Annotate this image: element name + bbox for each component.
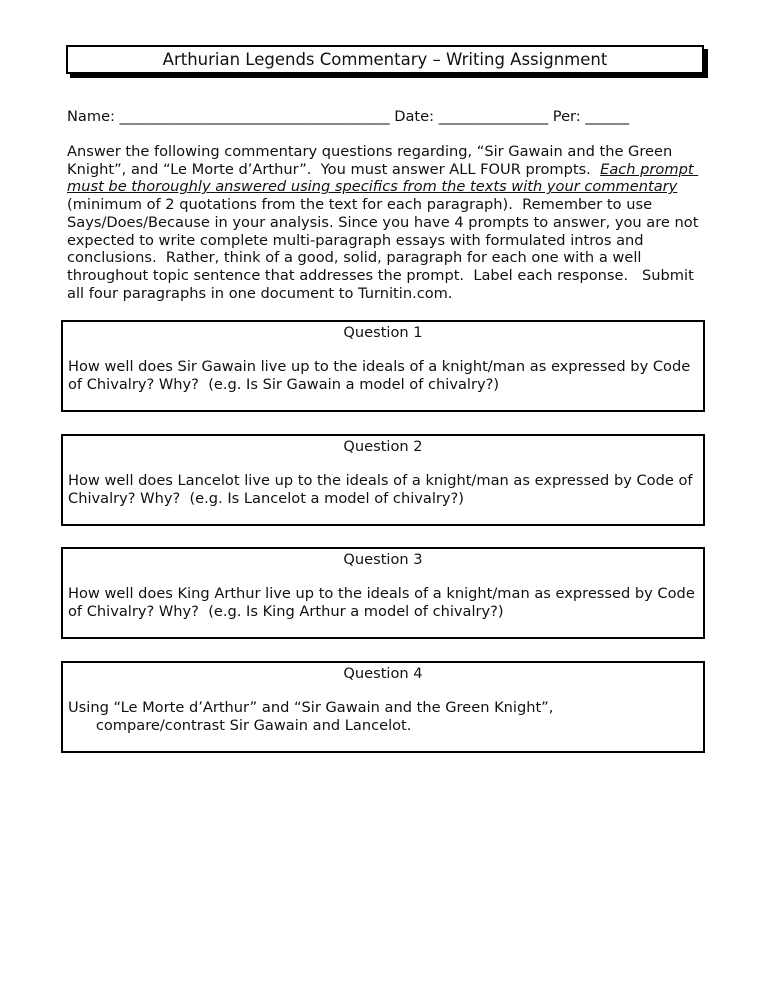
question-4-prompt: Using “Le Morte d’Arthur” and “Sir Gawain and the Green Knight”, compare/contrast Sir Gawain and Lancelot. bbox=[68, 699, 554, 734]
question-box-2 bbox=[61, 434, 705, 526]
date-label: Date: bbox=[394, 108, 435, 125]
question-2-prompt: How well does Lancelot live up to the ideals of a knight/man as expressed by Code of Chivalry? Why? (e.g. Is Lancelot a model of chivalry?) bbox=[68, 472, 698, 507]
question-1-label: Question 1 bbox=[343, 324, 423, 341]
period-label: Per: bbox=[552, 108, 581, 125]
question-4-label: Question 4 bbox=[343, 665, 423, 682]
question-3-label: Question 3 bbox=[343, 551, 423, 568]
name-field[interactable]: _____________________________________ bbox=[119, 108, 390, 125]
question-box-4 bbox=[61, 661, 705, 753]
instructions-details: (minimum of 2 quotations from the text for each paragraph). Remember to use Says/Does/Because in your analysis. Since you have 4 prompts to answer, you are not expected to write complete multi-paragraph essays with formulated intros and conclusions. Rather, think of a good, solid, paragraph for each one with a well throughout topic sentence that addresses the prompt. Label each response. Submit all four paragraphs in one document to Turnitin.com. bbox=[67, 178, 704, 302]
question-box-1 bbox=[61, 320, 705, 412]
instructions-intro: Answer the following commentary questions regarding, “Sir Gawain and the Green Knight”, and “Le Morte d’Arthur”. You must answer ALL FOUR prompts. bbox=[67, 143, 677, 178]
instructions-emphasis: Each prompt must be thoroughly answered using specifics from the texts with your commentary bbox=[67, 160, 699, 196]
period-field[interactable]: ______ bbox=[585, 108, 630, 125]
assignment-title: Arthurian Legends Commentary – Writing Assignment bbox=[66, 45, 704, 74]
question-2-label: Question 2 bbox=[343, 438, 423, 455]
question-box-3 bbox=[61, 547, 705, 639]
instructions-paragraph bbox=[67, 143, 707, 302]
question-3-prompt: How well does King Arthur live up to the ideals of a knight/man as expressed by Code of Chivalry? Why? (e.g. Is King Arthur a model of chivalry?) bbox=[68, 585, 700, 620]
date-field[interactable]: _______________ bbox=[438, 108, 549, 125]
student-info-line bbox=[67, 108, 707, 126]
name-label: Name: bbox=[67, 108, 115, 125]
question-1-prompt: How well does Sir Gawain live up to the ideals of a knight/man as expressed by Code of Chivalry? Why? (e.g. Is Sir Gawain a model of chivalry?) bbox=[68, 358, 695, 393]
